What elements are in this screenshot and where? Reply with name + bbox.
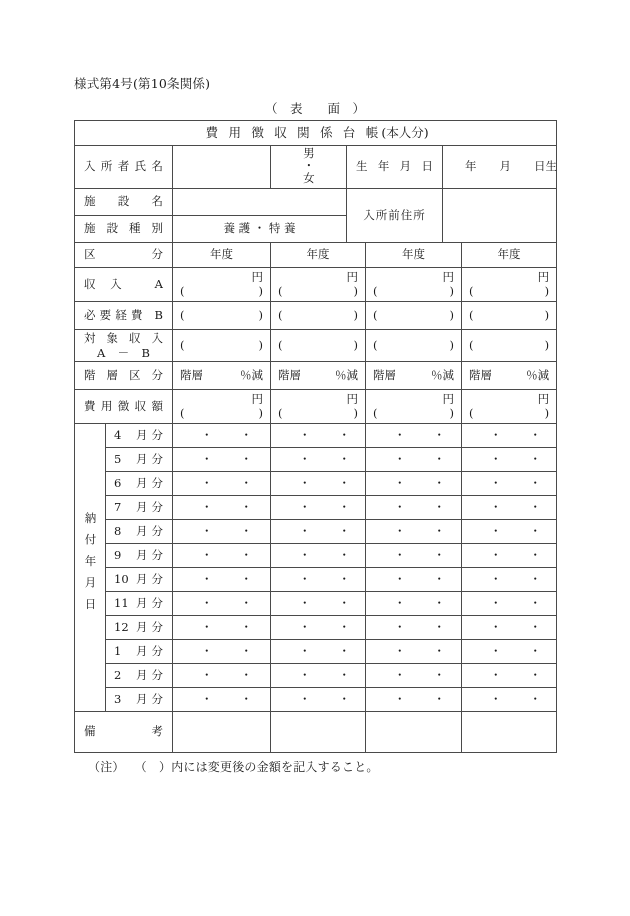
month-label-3: 3 月 分 bbox=[106, 688, 173, 712]
collection-amount-value-1[interactable] bbox=[173, 390, 271, 424]
payment-month-row bbox=[75, 640, 557, 664]
target-income-value-2[interactable] bbox=[271, 330, 366, 362]
payment-date-7-2[interactable]: ・・ bbox=[271, 496, 366, 520]
paren-close: ) bbox=[544, 337, 550, 352]
payment-date-11-4[interactable]: ・・ bbox=[462, 592, 557, 616]
footnote bbox=[88, 758, 379, 775]
payment-month-row bbox=[75, 592, 557, 616]
income-a-row bbox=[75, 268, 557, 302]
payment-date-12-2[interactable]: ・・ bbox=[271, 616, 366, 640]
yen-symbol: 円 bbox=[442, 270, 454, 285]
payment-date-4-2[interactable]: ・・ bbox=[271, 424, 366, 448]
fiscal-year-header-4[interactable]: 年度 bbox=[462, 243, 557, 268]
paren-open: ( bbox=[180, 307, 185, 322]
payment-date-11-1[interactable]: ・・ bbox=[173, 592, 271, 616]
payment-date-7-1[interactable]: ・・ bbox=[173, 496, 271, 520]
paren-close: ) bbox=[544, 307, 550, 322]
month-label-9: 9 月 分 bbox=[106, 544, 173, 568]
paren-close: ) bbox=[544, 405, 550, 420]
gender-label: 男・女 bbox=[301, 146, 316, 185]
tier-classification-row bbox=[75, 362, 557, 390]
paren-close: ) bbox=[258, 283, 263, 298]
month-label-5: 5 月 分 bbox=[106, 448, 173, 472]
remarks-value-3[interactable] bbox=[366, 712, 462, 753]
paren-open: ( bbox=[278, 283, 283, 298]
payment-date-11-3[interactable]: ・・ bbox=[366, 592, 462, 616]
expenses-b-value-1[interactable] bbox=[173, 302, 271, 330]
payment-date-9-1[interactable]: ・・ bbox=[173, 544, 271, 568]
month-label-4: 4 月 分 bbox=[106, 424, 173, 448]
payment-date-12-3[interactable]: ・・ bbox=[366, 616, 462, 640]
payment-date-3-2[interactable]: ・・ bbox=[271, 688, 366, 712]
payment-date-12-1[interactable]: ・・ bbox=[173, 616, 271, 640]
paren-open: ( bbox=[373, 405, 378, 420]
payment-date-4-1[interactable]: ・・ bbox=[173, 424, 271, 448]
yen-symbol: 円 bbox=[346, 270, 358, 285]
payment-month-row bbox=[75, 424, 557, 448]
payment-month-row bbox=[75, 688, 557, 712]
paren-close: ) bbox=[449, 337, 454, 352]
paren-open: ( bbox=[373, 283, 378, 298]
income-a-value-4[interactable] bbox=[462, 268, 557, 302]
payment-date-5-2[interactable]: ・・ bbox=[271, 448, 366, 472]
facility-name-field[interactable] bbox=[173, 189, 347, 216]
footnote-marker: （注） bbox=[88, 760, 125, 774]
previous-address-label: 入所前住所 bbox=[347, 189, 443, 243]
payment-month-row bbox=[75, 448, 557, 472]
payment-date-9-2[interactable]: ・・ bbox=[271, 544, 366, 568]
birthdate-label: 生年月日 bbox=[347, 146, 443, 189]
fiscal-year-header-1[interactable]: 年度 bbox=[173, 243, 271, 268]
resident-name-row bbox=[75, 146, 557, 189]
payment-date-6-3[interactable]: ・・ bbox=[366, 472, 462, 496]
payment-date-9-4[interactable]: ・・ bbox=[462, 544, 557, 568]
payment-month-row bbox=[75, 496, 557, 520]
payment-date-1-4[interactable]: ・・ bbox=[462, 640, 557, 664]
paren-open: ( bbox=[278, 405, 283, 420]
payment-date-1-1[interactable]: ・・ bbox=[173, 640, 271, 664]
facility-type-value[interactable]: 養 護 ・ 特 養 bbox=[173, 216, 347, 243]
yen-symbol: 円 bbox=[251, 270, 263, 285]
side-label: （ 表 面 ） bbox=[264, 101, 365, 116]
target-income-value-1[interactable] bbox=[173, 330, 271, 362]
yen-symbol: 円 bbox=[442, 392, 454, 407]
paren-close: ) bbox=[353, 307, 358, 322]
payment-date-2-4[interactable]: ・・ bbox=[462, 664, 557, 688]
target-income-row bbox=[75, 330, 557, 362]
payment-date-1-3[interactable]: ・・ bbox=[366, 640, 462, 664]
section-label: 区分 bbox=[75, 243, 173, 268]
remarks-value-1[interactable] bbox=[173, 712, 271, 753]
paren-close: ) bbox=[449, 307, 454, 322]
collection-amount-label: 費用徴収額 bbox=[75, 390, 173, 424]
payment-date-vertical-label: 納付年月日 bbox=[75, 424, 106, 712]
payment-date-6-2[interactable]: ・・ bbox=[271, 472, 366, 496]
income-a-value-2[interactable] bbox=[271, 268, 366, 302]
payment-date-8-1[interactable]: ・・ bbox=[173, 520, 271, 544]
paren-close: ) bbox=[258, 337, 263, 352]
payment-date-8-2[interactable]: ・・ bbox=[271, 520, 366, 544]
remarks-row bbox=[75, 712, 557, 753]
yen-symbol: 円 bbox=[537, 270, 550, 285]
payment-date-5-3[interactable]: ・・ bbox=[366, 448, 462, 472]
paren-open: ( bbox=[278, 337, 283, 352]
collection-amount-value-3[interactable] bbox=[366, 390, 462, 424]
target-income-value-4[interactable] bbox=[462, 330, 557, 362]
collection-amount-row bbox=[75, 390, 557, 424]
payment-date-7-3[interactable]: ・・ bbox=[366, 496, 462, 520]
ledger-title bbox=[75, 121, 557, 146]
previous-address-field[interactable] bbox=[443, 189, 557, 243]
ledger-title-sub: (本人分) bbox=[381, 124, 429, 140]
payment-date-6-4[interactable]: ・・ bbox=[462, 472, 557, 496]
income-a-value-1[interactable] bbox=[173, 268, 271, 302]
month-label-6: 6 月 分 bbox=[106, 472, 173, 496]
payment-date-2-1[interactable]: ・・ bbox=[173, 664, 271, 688]
tier-value-4[interactable] bbox=[462, 362, 557, 390]
tier-label: 階層区分 bbox=[75, 362, 173, 390]
tier-text: 階層 bbox=[469, 367, 492, 382]
ledger-title-main: 費 用 徴 収 関 係 台 帳 bbox=[205, 124, 382, 140]
tier-percent-text: ％減 bbox=[335, 367, 358, 382]
payment-date-10-3[interactable]: ・・ bbox=[366, 568, 462, 592]
collection-amount-value-4[interactable] bbox=[462, 390, 557, 424]
birthdate-field[interactable]: 年 月 日生 bbox=[443, 146, 557, 189]
payment-date-12-4[interactable]: ・・ bbox=[462, 616, 557, 640]
paren-open: ( bbox=[469, 337, 474, 352]
expenses-b-value-4[interactable] bbox=[462, 302, 557, 330]
expenses-b-value-3[interactable] bbox=[366, 302, 462, 330]
expenses-b-row bbox=[75, 302, 557, 330]
tier-value-1[interactable] bbox=[173, 362, 271, 390]
payment-date-1-2[interactable]: ・・ bbox=[271, 640, 366, 664]
expenses-b-label: 必要経費 B bbox=[75, 302, 173, 330]
payment-date-3-3[interactable]: ・・ bbox=[366, 688, 462, 712]
tier-value-2[interactable] bbox=[271, 362, 366, 390]
payment-date-9-3[interactable]: ・・ bbox=[366, 544, 462, 568]
target-income-label bbox=[75, 330, 173, 362]
form-number: 様式第4号(第10条関係) bbox=[74, 76, 211, 91]
paren-open: ( bbox=[469, 405, 474, 420]
cost-collection-ledger-table bbox=[74, 120, 569, 753]
payment-date-8-3[interactable]: ・・ bbox=[366, 520, 462, 544]
target-income-value-3[interactable] bbox=[366, 330, 462, 362]
paren-close: ) bbox=[258, 307, 263, 322]
remarks-label: 備考 bbox=[75, 712, 173, 753]
paren-open: ( bbox=[469, 307, 474, 322]
payment-month-row bbox=[75, 616, 557, 640]
paren-open: ( bbox=[373, 307, 378, 322]
payment-date-8-4[interactable]: ・・ bbox=[462, 520, 557, 544]
month-label-2: 2 月 分 bbox=[106, 664, 173, 688]
payment-date-2-2[interactable]: ・・ bbox=[271, 664, 366, 688]
resident-name-label: 入所者氏名 bbox=[75, 146, 173, 189]
month-label-10: 10 月 分 bbox=[106, 568, 173, 592]
payment-date-10-2[interactable]: ・・ bbox=[271, 568, 366, 592]
paren-open: ( bbox=[373, 337, 378, 352]
paren-close: ) bbox=[258, 405, 263, 420]
income-a-value-3[interactable] bbox=[366, 268, 462, 302]
payment-date-3-1[interactable]: ・・ bbox=[173, 688, 271, 712]
fiscal-year-header-3[interactable]: 年度 bbox=[366, 243, 462, 268]
payment-date-4-3[interactable]: ・・ bbox=[366, 424, 462, 448]
tier-value-3[interactable] bbox=[366, 362, 462, 390]
payment-date-7-4[interactable]: ・・ bbox=[462, 496, 557, 520]
paren-open: ( bbox=[180, 405, 185, 420]
month-label-11: 11 月 分 bbox=[106, 592, 173, 616]
paren-open: ( bbox=[180, 283, 185, 298]
payment-date-11-2[interactable]: ・・ bbox=[271, 592, 366, 616]
remarks-value-2[interactable] bbox=[271, 712, 366, 753]
tier-text: 階層 bbox=[278, 367, 301, 382]
resident-name-field[interactable] bbox=[173, 146, 271, 189]
yen-symbol: 円 bbox=[251, 392, 263, 407]
payment-date-6-1[interactable]: ・・ bbox=[173, 472, 271, 496]
income-a-label: 収入 A bbox=[75, 268, 173, 302]
month-label-12: 12 月 分 bbox=[106, 616, 173, 640]
facility-type-label: 施設種別 bbox=[75, 216, 173, 243]
tier-text: 階層 bbox=[180, 367, 203, 382]
month-label-1: 1 月 分 bbox=[106, 640, 173, 664]
paren-close: ) bbox=[353, 405, 358, 420]
facility-name-row bbox=[75, 189, 557, 216]
paren-close: ) bbox=[353, 337, 358, 352]
table-title-row bbox=[75, 121, 557, 146]
payment-month-row bbox=[75, 664, 557, 688]
payment-month-row bbox=[75, 520, 557, 544]
payment-date-5-1[interactable]: ・・ bbox=[173, 448, 271, 472]
paren-close: ) bbox=[449, 283, 454, 298]
tier-text: 階層 bbox=[373, 367, 396, 382]
paren-close: ) bbox=[544, 283, 550, 298]
fiscal-year-header-2[interactable]: 年度 bbox=[271, 243, 366, 268]
payment-date-3-4[interactable]: ・・ bbox=[462, 688, 557, 712]
tier-percent-text: ％減 bbox=[431, 367, 454, 382]
yen-symbol: 円 bbox=[537, 392, 550, 407]
footnote-text: （ ）内には変更後の金額を記入すること。 bbox=[134, 760, 379, 774]
target-income-label-line2: A － B bbox=[97, 345, 150, 360]
facility-name-label: 施設名 bbox=[75, 189, 173, 216]
payment-date-5-4[interactable]: ・・ bbox=[462, 448, 557, 472]
gender-cell[interactable] bbox=[271, 146, 347, 189]
paren-close: ) bbox=[353, 283, 358, 298]
yen-symbol: 円 bbox=[346, 392, 358, 407]
target-income-label-line1: 対象収入 bbox=[84, 331, 163, 346]
expenses-b-value-2[interactable] bbox=[271, 302, 366, 330]
paren-open: ( bbox=[180, 337, 185, 352]
payment-month-row bbox=[75, 568, 557, 592]
fiscal-year-header-row bbox=[75, 243, 557, 268]
paren-close: ) bbox=[449, 405, 454, 420]
payment-date-10-1[interactable]: ・・ bbox=[173, 568, 271, 592]
tier-percent-text: ％減 bbox=[240, 367, 263, 382]
payment-month-row bbox=[75, 472, 557, 496]
payment-date-4-4[interactable]: ・・ bbox=[462, 424, 557, 448]
collection-amount-value-2[interactable] bbox=[271, 390, 366, 424]
payment-date-10-4[interactable]: ・・ bbox=[462, 568, 557, 592]
month-label-7: 7 月 分 bbox=[106, 496, 173, 520]
paren-open: ( bbox=[278, 307, 283, 322]
tier-percent-text: ％減 bbox=[526, 367, 550, 382]
payment-date-2-3[interactable]: ・・ bbox=[366, 664, 462, 688]
remarks-value-4[interactable] bbox=[462, 712, 557, 753]
payment-month-row bbox=[75, 544, 557, 568]
month-label-8: 8 月 分 bbox=[106, 520, 173, 544]
paren-open: ( bbox=[469, 283, 474, 298]
